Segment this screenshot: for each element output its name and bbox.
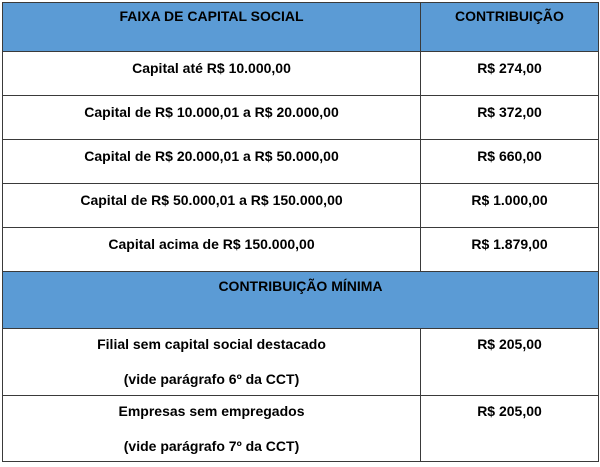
table-row xyxy=(3,396,599,462)
faixa-cell: Capital de R$ 50.000,01 a R$ 150.000,00 xyxy=(3,184,421,228)
faixa-line1: Filial sem capital social destacado xyxy=(97,336,326,352)
faixa-line1: Empresas sem empregados xyxy=(118,403,305,419)
faixa-cell: Capital acima de R$ 150.000,00 xyxy=(3,228,421,272)
table-row xyxy=(3,140,599,184)
header-contribuicao: CONTRIBUIÇÃO xyxy=(421,3,599,52)
table-row xyxy=(3,228,599,272)
faixa-cell: Capital de R$ 20.000,01 a R$ 50.000,00 xyxy=(3,140,421,184)
faixa-cell xyxy=(3,329,421,396)
valor-cell: R$ 274,00 xyxy=(421,52,599,96)
faixa-line2: (vide parágrafo 6º da CCT) xyxy=(123,371,300,387)
minima-title: CONTRIBUIÇÃO MÍNIMA xyxy=(3,272,599,329)
valor-cell: R$ 1.000,00 xyxy=(421,184,599,228)
faixa-line2: (vide parágrafo 7º da CCT) xyxy=(123,438,300,454)
table-row xyxy=(3,96,599,140)
table-row xyxy=(3,184,599,228)
valor-cell: R$ 660,00 xyxy=(421,140,599,184)
minima-header-row xyxy=(3,272,599,329)
valor-cell: R$ 372,00 xyxy=(421,96,599,140)
valor-cell: R$ 205,00 xyxy=(421,396,599,462)
contribution-table xyxy=(2,2,599,462)
table-row xyxy=(3,52,599,96)
table-header-row xyxy=(3,3,599,52)
faixa-cell: Capital até R$ 10.000,00 xyxy=(3,52,421,96)
faixa-cell xyxy=(3,396,421,462)
faixa-cell: Capital de R$ 10.000,01 a R$ 20.000,00 xyxy=(3,96,421,140)
valor-cell: R$ 1.879,00 xyxy=(421,228,599,272)
valor-cell: R$ 205,00 xyxy=(421,329,599,396)
table-row xyxy=(3,329,599,396)
header-faixa: FAIXA DE CAPITAL SOCIAL xyxy=(3,3,421,52)
